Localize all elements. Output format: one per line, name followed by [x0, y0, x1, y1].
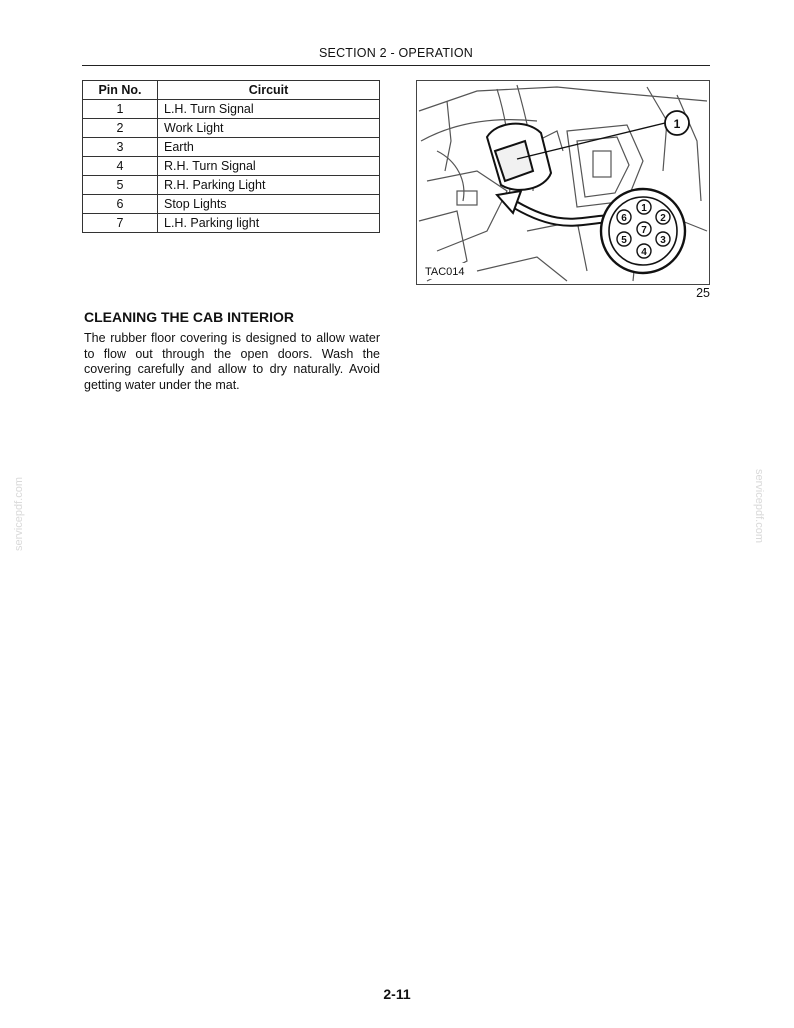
trailer-socket-illustration — [417, 81, 709, 284]
circuit-cell: Stop Lights — [158, 195, 380, 214]
circuit-cell: R.H. Parking Light — [158, 176, 380, 195]
table-header-row — [83, 81, 380, 100]
table-row — [83, 195, 380, 214]
pin-circuit-table — [82, 80, 380, 233]
pin-cell: 6 — [83, 195, 158, 214]
socket-pin-label: 3 — [660, 235, 666, 246]
socket-pin-label: 4 — [641, 247, 647, 258]
circuit-cell: L.H. Turn Signal — [158, 100, 380, 119]
circuit-cell: R.H. Turn Signal — [158, 157, 380, 176]
watermark-left: servicepdf.com — [12, 477, 25, 551]
socket-pin-label: 2 — [660, 213, 666, 224]
callout-label: 1 — [673, 117, 681, 131]
socket-pin-label: 7 — [641, 225, 647, 236]
table-row — [83, 100, 380, 119]
section-body: The rubber floor covering is designed to allow water to flow out through the open doors. Wash the covering carefully and allow to dry naturally. Avoid getting water under the mat. — [84, 331, 380, 392]
pin-cell: 4 — [83, 157, 158, 176]
pin-cell: 2 — [83, 119, 158, 138]
figure-number: 25 — [696, 286, 710, 300]
pin-cell: 5 — [83, 176, 158, 195]
socket-pin-label: 5 — [621, 235, 627, 246]
socket-pin-label: 1 — [641, 203, 647, 214]
pin-cell: 3 — [83, 138, 158, 157]
circuit-cell: Work Light — [158, 119, 380, 138]
pin-column-header: Pin No. — [83, 81, 158, 100]
section-title: CLEANING THE CAB INTERIOR — [84, 309, 294, 325]
circuit-cell: L.H. Parking light — [158, 214, 380, 233]
table-row — [83, 214, 380, 233]
figure-code: TAC014 — [425, 266, 465, 278]
page-number: 2-11 — [383, 986, 411, 1002]
trailer-socket-figure — [416, 80, 710, 285]
socket-pin-label: 6 — [621, 213, 627, 224]
table-row — [83, 157, 380, 176]
pin-cell: 7 — [83, 214, 158, 233]
pin-cell: 1 — [83, 100, 158, 119]
header-rule — [82, 65, 710, 66]
circuit-cell: Earth — [158, 138, 380, 157]
table-row — [83, 119, 380, 138]
table-row — [83, 176, 380, 195]
section-header: SECTION 2 - OPERATION — [319, 46, 473, 60]
table-row — [83, 138, 380, 157]
watermark-right: servicepdf.com — [752, 469, 765, 543]
circuit-column-header: Circuit — [158, 81, 380, 100]
